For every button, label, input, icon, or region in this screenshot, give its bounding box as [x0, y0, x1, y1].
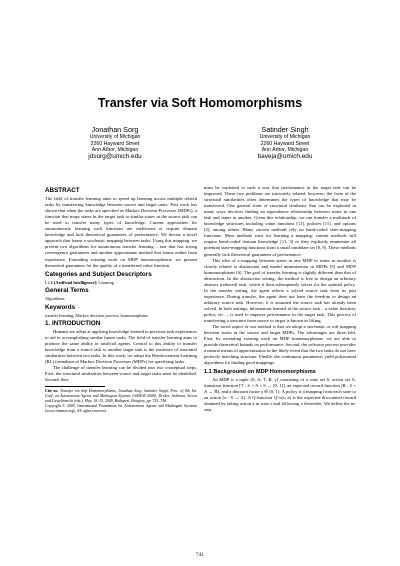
abstract-heading: ABSTRACT	[45, 187, 80, 194]
abstract-text: The field of transfer learning aims to speed up learning across multiple related tasks by transferring knowledge between source and target tasks. Past work has shown that when the tasks are specified as Markov Decision Processes (MDPs), a function that maps states in the target task to similar states in the source task can be used to transfer many types of knowledge. Current approaches for autonomously learning such functions are inefficient or require domain knowledge and lack theoretical guarantees of performance. We devise a novel approach that learns a stochastic mapping between tasks. Using this mapping, we present two algorithms for autonomous transfer learning – one that has strong convergence guarantees and another approximate method that learns online from experience. Extending existing work on MDP homomorphisms, we present theoretical guarantees for the quality of a transferred value function.	[45, 196, 197, 268]
author-block	[40, 126, 360, 160]
paper-title: Transfer via Soft Homomorphisms	[97, 96, 303, 110]
author-affiliation: University of Michigan	[259, 134, 311, 141]
general-terms-heading: General Terms	[45, 287, 89, 295]
keywords-text: transfer learning, Markov decision process, homomorphism	[45, 312, 148, 318]
left-column	[45, 185, 197, 414]
footnote-citation	[45, 389, 197, 404]
author-city: Ann Arbor, Michigan	[261, 146, 309, 153]
body-paragraph: This idea of a mapping between states in one MDP to states in another is closely related to abstraction and model minimization in MDPs [5] and MDP homomorphisms [6]. The goal of transfer learning is slightly different than that of abstraction. In the abstraction setting, the method is free to design an arbitrary abstract (reduced) task, which it then subsequently solves for the optimal policy. In the transfer setting, the agent selects a solved source task from its past experience. During transfer, the agent does not have the freedom to design an arbitrary source task. However, it is assumed the source task has already been solved. In both settings, information learned in the source task – a value function, policy, etc. – is used to improve performance in the target task. This process of transferring a structure from source to target is known as lifting.	[204, 257, 356, 324]
author-address: 2260 Hayward Street	[260, 140, 310, 147]
body-paragraph: must be exploited in such a way that performance in the target task can be improved. These two problems are intricately related, however; the form of the structural similarities often determines the types of knowledge that may be transferred. One general form of structural similarity that can be exploited in many ways involves finding an equivalence relationship between states in one task and states in another. Given this relationship, we can transfer a multitude of knowledge structures including value functions [11], policies [11], and options [2], among others. Many current methods rely on hand-coded state-mapping functions. Most methods exist for learning a mapping; current methods still require hand-coded domain knowledge [11, 3] or they explicitly enumerate all potential state-mapping functions from a small candidate set [8, 9]. These methods generally lack theoretical guarantees of performance.	[204, 185, 356, 257]
author-email: baveja@umich.edu	[257, 153, 313, 161]
body-paragraph: An MDP is a tuple ⟨S, A, T, R, γ⟩ consisting of a state set S, action set A, transition function [T : S × A × S → [0, 1]], an expected reward function [R : S × A → ℝ], and a discount factor γ ∈ [0, 1]. A policy is a mapping from each state to an action [π : S → A]. A Q-function Q^π(s, a) is the expected discounted reward obtained by taking action a in state s and following π thereafter. We define the m-step	[204, 376, 356, 413]
subsection-heading: 1.1 Background on MDP Homomorphisms	[204, 369, 316, 376]
general-terms-text: Algorithms	[45, 296, 65, 302]
categories-text	[45, 280, 197, 285]
categories-rest: Learning	[98, 279, 114, 285]
footnote-cite-label: Cite as:	[45, 388, 59, 393]
introduction-heading: 1. INTRODUCTION	[45, 319, 101, 327]
author-city: Ann Arbor, Michigan	[91, 146, 139, 153]
page-number: 741	[195, 552, 205, 558]
footnote-copyright: Copyright © 2009, International Foundation for Autonomous Agents and Multiagent Systems (www.ifaamas.org). All rights reserved.	[45, 403, 197, 413]
footnote-cite-text: Transfer via Soft Homomorphisms, Jonathan Sorg, Satinder Singh, Proc. of 8th Int. Conf. on Autonomous Agents and Multiagent Systems (AAMAS 2009), Decker, Sichman, Sierra and Castelfranchi (eds.), May, 10–15, 2009, Budapest, Hungary, pp. 741–748	[45, 388, 197, 403]
introduction-paragraph: The challenge of transfer learning can be divided into two conceptual steps. First, the structural similarities between source and target tasks must be identified. Second, they	[45, 365, 197, 383]
author-address: 2260 Hayward Street	[90, 140, 140, 147]
author-1	[40, 126, 190, 160]
right-column	[204, 185, 356, 413]
introduction-paragraph: Humans are adept at applying knowledge learned in previous task experiences to aid in accomplishing similar future tasks. The field of transfer learning aims to produce the same ability in artificial agents. Central to this ability to transfer knowledge from a source task to another target task is the existence of structural similarities between two tasks. In this work, we adopt the Reinforcement Learning (RL) formalism of Markov Decision Processes (MDPs) for specifying tasks.	[45, 329, 197, 365]
categories-heading: Categories and Subject Descriptors	[45, 270, 152, 278]
author-affiliation: University of Michigan	[89, 134, 141, 141]
categories-code: I.2.6	[45, 279, 53, 285]
author-email: jdsorg@umich.edu	[88, 153, 142, 161]
body-paragraph: The novel aspect of our method is that we adopt a stochastic or soft mapping between states in the source and target MDPs. The advantages are three-fold. First, by extending existing work on MDP homomorphisms, we are able to provide theoretical bounds on performance. Second, the software process provides a natural means of approximation in the likely event that the two tasks do not have perfectly matching structure. Finally, the continuous parameters yield polynomial algorithms for finding good mappings.	[204, 324, 356, 366]
categories-label: [Artificial Intelligence]:	[53, 279, 98, 285]
author-name: Satinder Singh	[261, 125, 309, 134]
author-name: Jonathan Sorg	[91, 125, 139, 134]
keywords-heading: Keywords	[45, 303, 76, 311]
author-2	[210, 126, 360, 160]
footnote-rule	[45, 386, 105, 387]
